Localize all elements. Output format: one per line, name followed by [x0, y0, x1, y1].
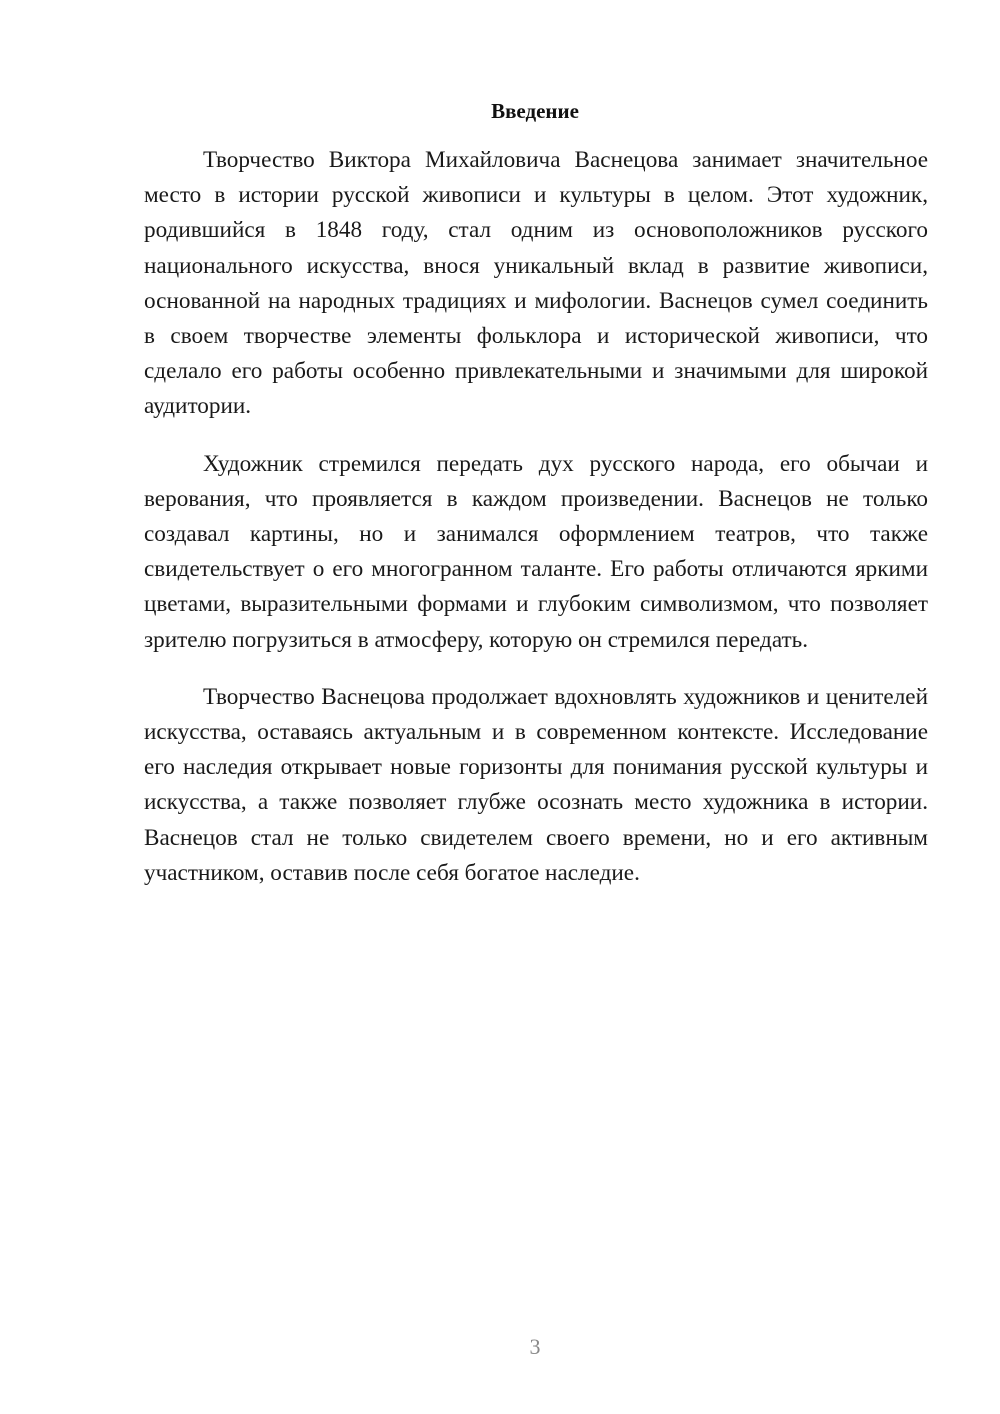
paragraph-2: Художник стремился передать дух русского народа, его обычаи и верования, что проявляется в каждом произведении. Васнецов не только создавал картины, но и занимался оформлением театров, что также свидетельствует о его многогранном таланте. Его работы отличаются яркими цветами, выразительными формами и глубоким символизмом, что позволяет зрителю погрузиться в атмосферу, которую он стремился передать. — [144, 450, 928, 653]
paragraph-3: Творчество Васнецова продолжает вдохновлять художников и ценителей искусства, оставаясь актуальным и в современном контексте. Исследование его наследия открывает новые горизонты для понимания русской культуры и искусства, а также позволяет глубже осознать место художника в истории. Васнецов стал не только свидетелем своего времени, но и его активным участником, оставив после себя богатое наследие. — [144, 683, 928, 886]
paragraph-1: Творчество Виктора Михайловича Васнецова занимает значительное место в истории русской живописи и культуры в целом. Этот художник, родившийся в 1848 году, стал одним из основоположников русского национального искусства, внося уникальный вклад в развитие живописи, основанной на народных традициях и мифологии. Васнецов сумел соединить в своем творчестве элементы фольклора и исторической живописи, что сделало его работы особенно привлекательными и значимыми для широкой аудитории. — [144, 147, 928, 420]
section-heading: Введение — [491, 99, 579, 123]
page-number: 3 — [529, 1334, 541, 1359]
body-text — [144, 143, 928, 913]
